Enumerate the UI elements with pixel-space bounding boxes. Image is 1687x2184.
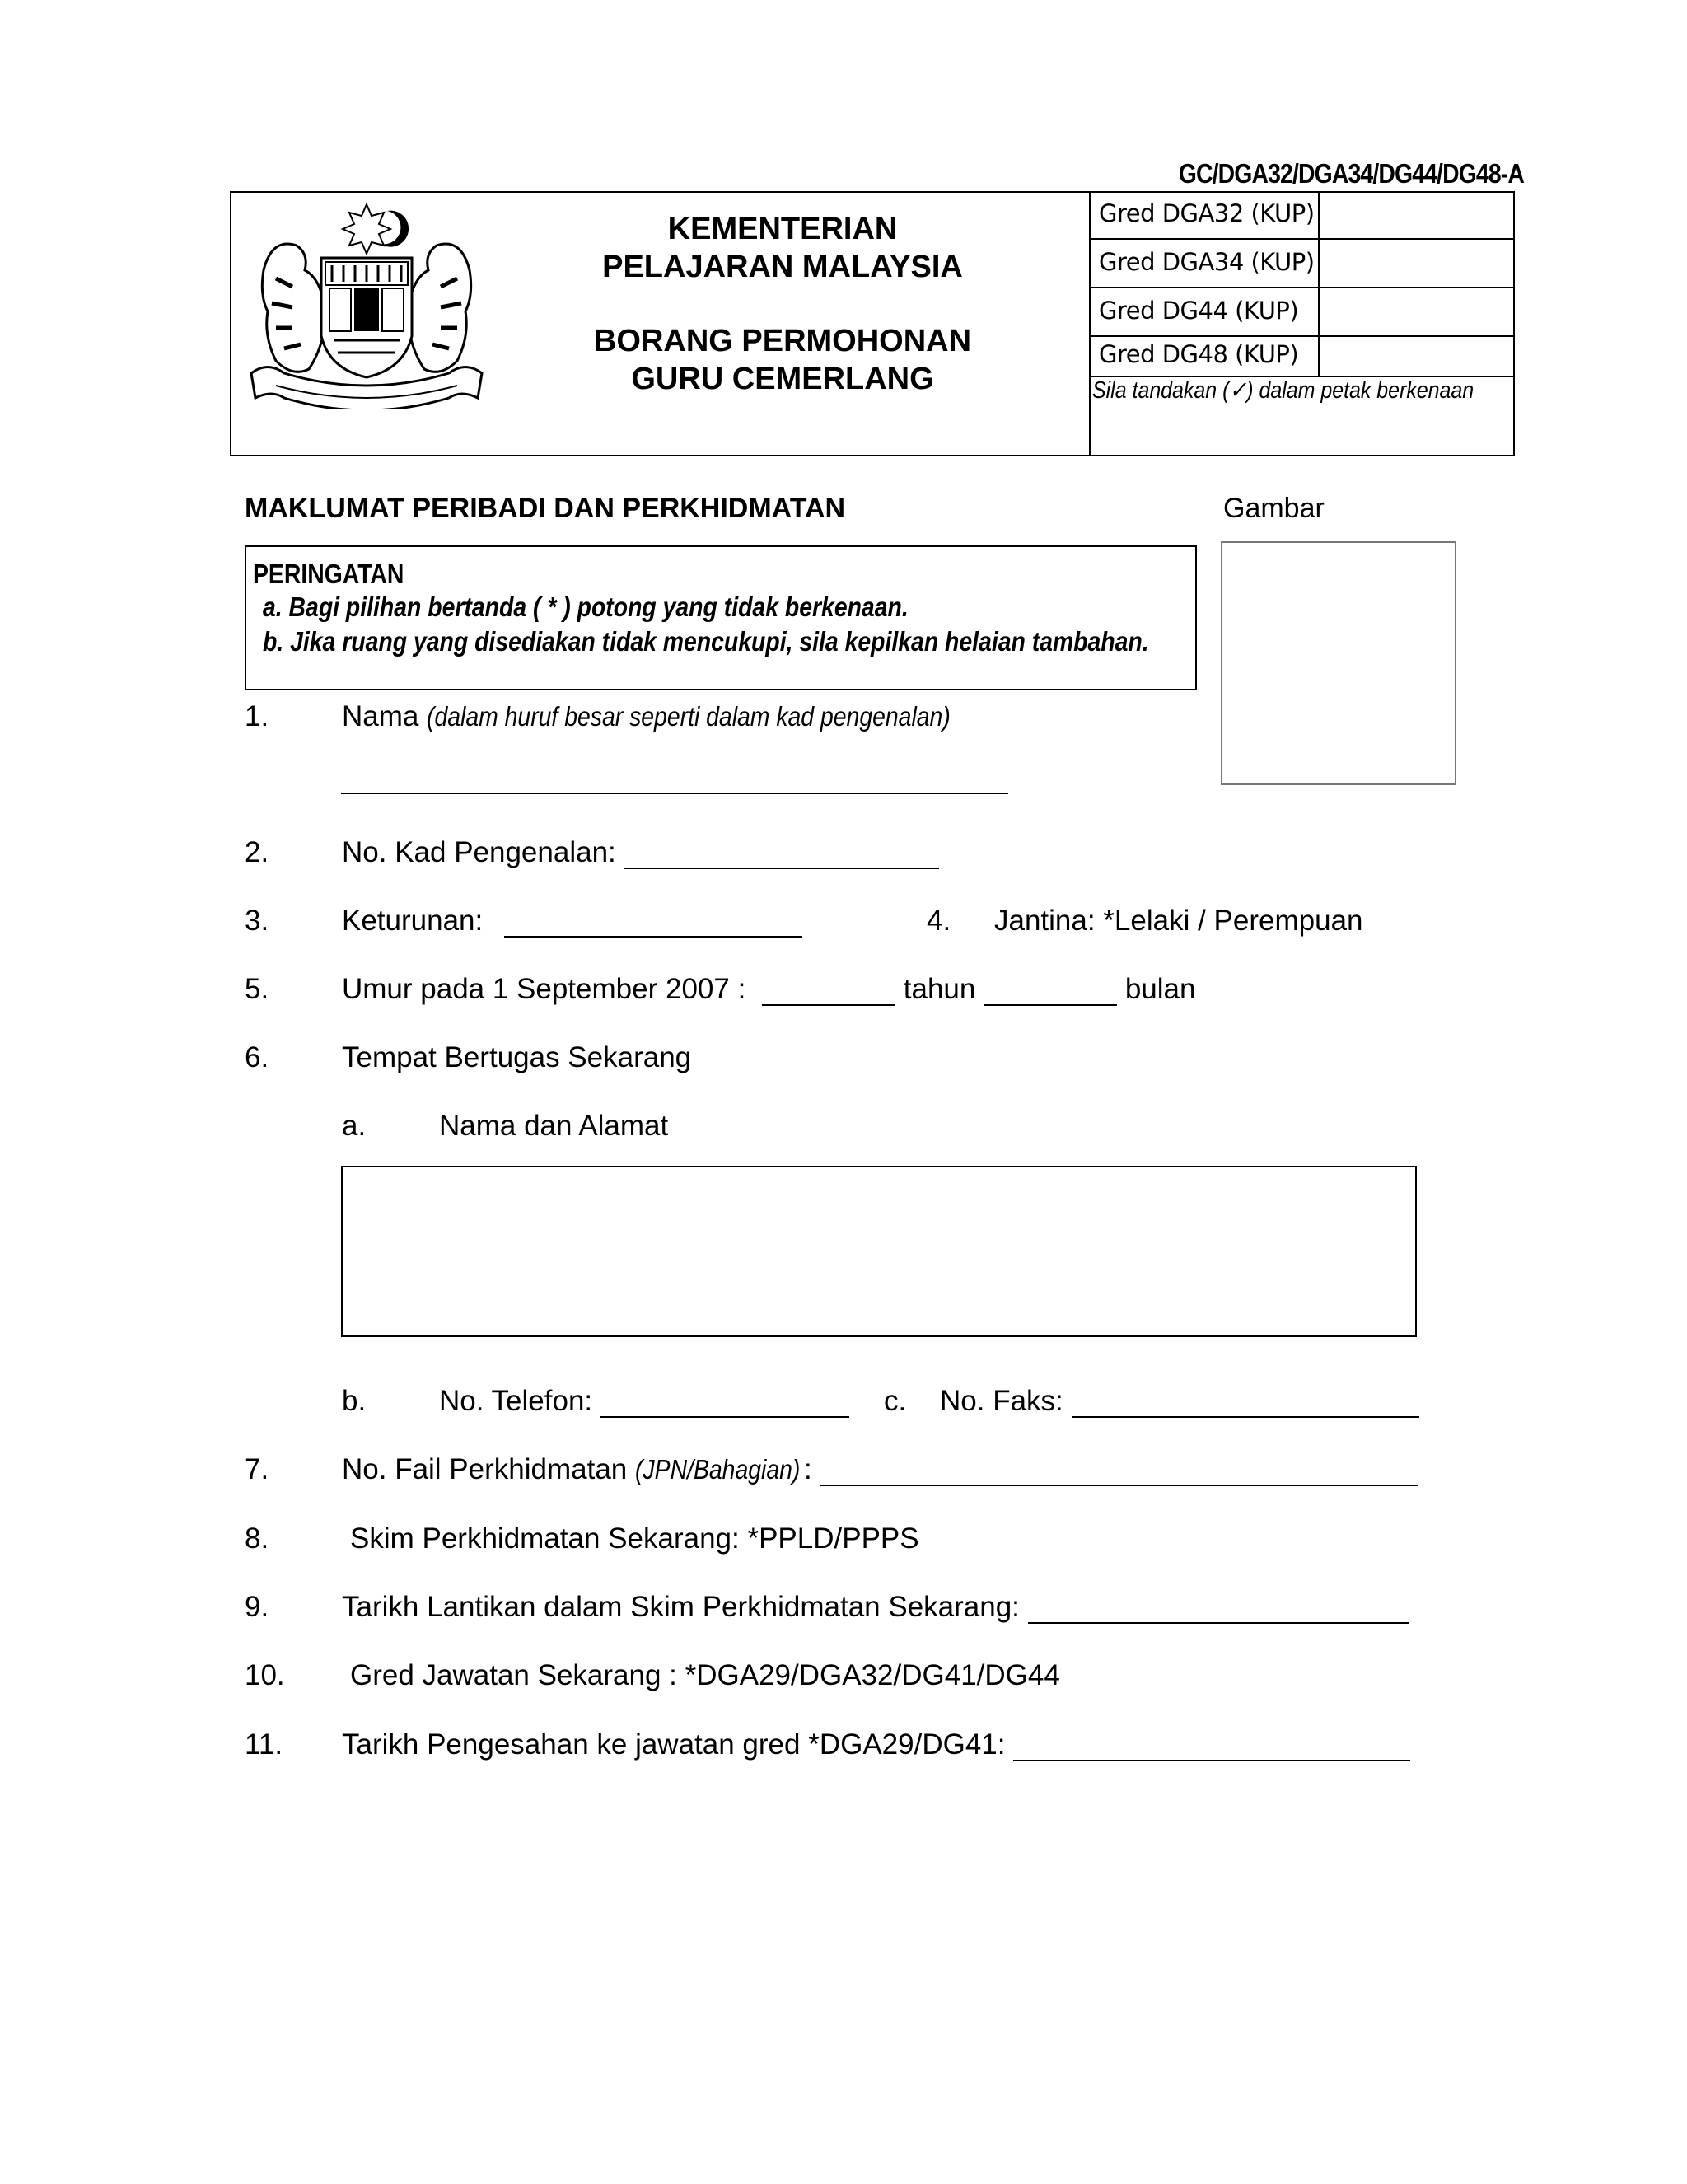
file-number-colon: :: [803, 1453, 812, 1485]
name-field[interactable]: [341, 793, 1008, 794]
gender-label[interactable]: Jantina: *Lelaki / Perempuan: [994, 905, 1363, 937]
item-number: 10.: [245, 1659, 285, 1691]
form-title-line-1: BORANG PERMOHONAN: [593, 324, 972, 358]
warning-title: PERINGATAN: [253, 559, 404, 589]
grade-row-dg44: [1089, 288, 1515, 337]
workplace-label: Tempat Bertugas Sekarang: [342, 1041, 692, 1073]
file-number-label: No. Fail Perkhidmatan: [342, 1453, 628, 1485]
item-number: 11.: [245, 1728, 283, 1761]
item-letter: b.: [342, 1385, 367, 1417]
item-5-row: [342, 973, 1195, 1006]
item-letter: c.: [884, 1385, 907, 1417]
grade-checkbox-dg44[interactable]: [1320, 288, 1515, 335]
warning-line-a: a. Bagi pilihan bertanda ( * ) potong yang tidak berkenaan.: [263, 592, 909, 622]
item-number: 9.: [245, 1591, 269, 1623]
section-title: MAKLUMAT PERIBADI DAN PERKHIDMATAN: [245, 493, 846, 524]
form-title-line-2: GURU CEMERLANG: [631, 362, 934, 396]
age-months-unit: bulan: [1124, 973, 1196, 1005]
race-field[interactable]: [504, 911, 802, 938]
fax-row: [940, 1385, 1419, 1418]
age-months-field[interactable]: [984, 980, 1117, 1006]
grade-label: Gred DGA32 (KUP): [1089, 191, 1320, 238]
ministry-line-2: PELAJARAN MALAYSIA: [602, 250, 963, 284]
confirmation-date-field[interactable]: [1013, 1735, 1410, 1761]
confirmation-date-label: Tarikh Pengesahan ke jawatan gred *DGA29/DG41:: [342, 1728, 1006, 1761]
warning-box: [245, 545, 1197, 690]
race-label: Keturunan:: [342, 905, 484, 937]
item-letter: a.: [342, 1110, 367, 1142]
scheme-label[interactable]: Skim Perkhidmatan Sekarang: *PPLD/PPPS: [350, 1522, 919, 1555]
grade-row-dga32: [1089, 191, 1515, 240]
age-years-unit: tahun: [903, 973, 976, 1005]
fax-label: No. Faks:: [940, 1385, 1063, 1417]
file-number-note: (JPN/Bahagian): [635, 1454, 801, 1485]
name-note: (dalam huruf besar seperti dalam kad pengenalan): [427, 701, 951, 732]
item-11-row: [342, 1728, 1410, 1761]
item-number: 4.: [927, 905, 951, 937]
file-number-field[interactable]: [820, 1460, 1418, 1486]
item-number: 3.: [245, 905, 269, 937]
grade-checkbox-dg48[interactable]: [1320, 337, 1515, 376]
appointment-date-label: Tarikh Lantikan dalam Skim Perkhidmatan Sekarang:: [342, 1591, 1020, 1623]
grade-checkbox-dga32[interactable]: [1320, 191, 1515, 238]
warning-line-b: b. Jika ruang yang disediakan tidak mencukupi, sila kepilkan helaian tambahan.: [263, 626, 1149, 657]
name-label: Nama: [342, 700, 419, 732]
grade-row-dg48: [1089, 337, 1515, 377]
grade-instruction: Sila tandakan (✓) dalam petak berkenaan: [1092, 377, 1474, 404]
address-field[interactable]: [341, 1166, 1417, 1337]
age-label: Umur pada 1 September 2007 :: [342, 973, 746, 1005]
phone-row: [439, 1385, 849, 1418]
title-block: [527, 210, 1038, 398]
item-3-row: [342, 905, 802, 938]
grade-label: Gred DG48 (KUP): [1089, 337, 1320, 376]
grade-checkbox-dga34[interactable]: [1320, 240, 1515, 287]
grade-row-dga34: [1089, 240, 1515, 288]
ministry-line-1: KEMENTERIAN: [667, 212, 898, 246]
form-code: GC/DGA32/DGA34/DG44/DG48-A: [1178, 158, 1524, 189]
item-number: 2.: [245, 836, 269, 868]
grade-table: [1089, 191, 1515, 377]
phone-field[interactable]: [600, 1391, 849, 1418]
item-number: 7.: [245, 1453, 269, 1485]
item-number: 1.: [245, 700, 269, 732]
phone-label: No. Telefon:: [439, 1385, 593, 1417]
item-number: 8.: [245, 1522, 269, 1555]
item-9-row: [342, 1591, 1409, 1624]
grade-label: Gred DGA34 (KUP): [1089, 240, 1320, 287]
item-1-label: [342, 700, 1035, 733]
grade-label: Gred DG44 (KUP): [1089, 288, 1320, 335]
photo-box[interactable]: [1221, 541, 1456, 785]
appointment-date-field[interactable]: [1028, 1597, 1409, 1624]
item-7-row: [342, 1453, 1418, 1486]
item-number: 6.: [245, 1041, 269, 1073]
item-2-row: [342, 836, 939, 869]
current-grade-label[interactable]: Gred Jawatan Sekarang : *DGA29/DGA32/DG41/DG44: [350, 1659, 1060, 1691]
ic-number-field[interactable]: [624, 843, 939, 869]
address-label: Nama dan Alamat: [439, 1110, 669, 1142]
age-years-field[interactable]: [762, 980, 895, 1006]
coat-of-arms-icon: [243, 196, 490, 409]
item-number: 5.: [245, 973, 269, 1005]
fax-field[interactable]: [1072, 1391, 1419, 1418]
ic-label: No. Kad Pengenalan:: [342, 836, 616, 868]
photo-label: Gambar: [1223, 493, 1325, 524]
